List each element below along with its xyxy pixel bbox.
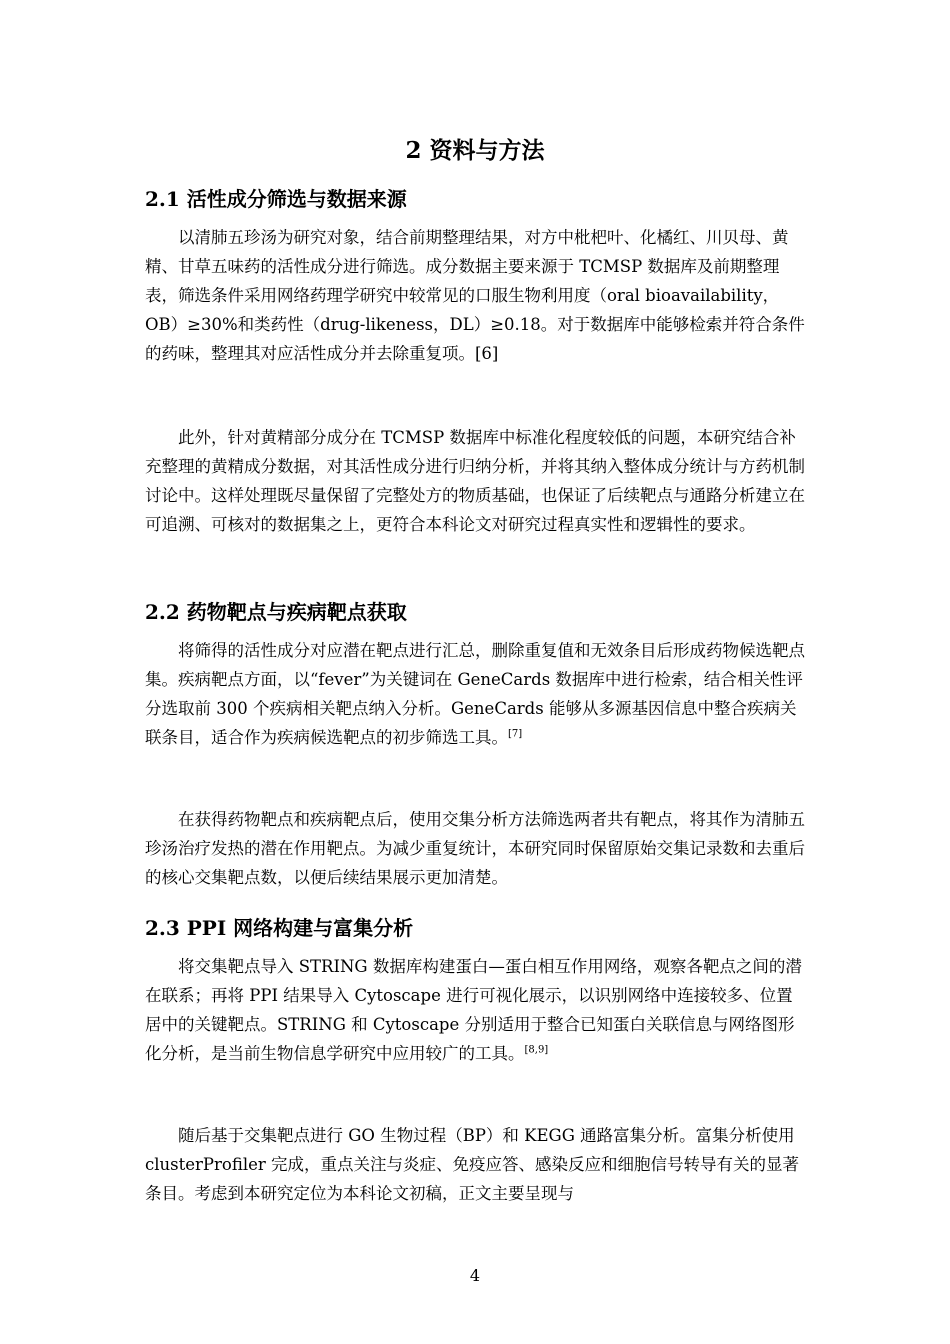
paragraph-text: 随后基于交集靶点进行 GO 生物过程（BP）和 KEGG 通路富集分析。富集分析使用 clusterProfiler 完成，重点关注与炎症、免疫应答、感染反应和细胞信号转导有关的显著条目。考虑到本研究定位为本科论文初稿，正文主要呈现与 — [145, 1126, 799, 1203]
citation: [7] — [508, 728, 523, 740]
page-number: 4 — [469, 1266, 481, 1285]
paragraph — [145, 423, 805, 539]
paragraph — [145, 223, 805, 368]
section-title-2-1: 2.1 活性成分筛选与数据来源 — [145, 187, 407, 211]
paragraph-text: 将筛得的活性成分对应潜在靶点进行汇总，删除重复值和无效条目后形成药物候选靶点集。疾病靶点方面，以“fever”为关键词在 GeneCards 数据库中进行检索，结合相关性评分选取前 300 个疾病相关靶点纳入分析。GeneCards 能够从多源基因信息中整合疾病关联条目，适合作为疾病候选靶点的初步筛选工具。 — [145, 641, 805, 747]
section-title-2-3: 2.3 PPI 网络构建与富集分析 — [145, 916, 414, 940]
paragraph-text: 此外，针对黄精部分成分在 TCMSP 数据库中标准化程度较低的问题，本研究结合补充整理的黄精成分数据，对其活性成分进行归纳分析，并将其纳入整体成分统计与方药机制讨论中。这样处理既尽量保留了完整处方的物质基础，也保证了后续靶点与通路分析建立在可追溯、可核对的数据集之上，更符合本科论文对研究过程真实性和逻辑性的要求。 — [145, 428, 805, 534]
section-title-2-2: 2.2 药物靶点与疾病靶点获取 — [145, 600, 407, 624]
citation: [8,9] — [524, 1044, 549, 1056]
paragraph-text: 将交集靶点导入 STRING 数据库构建蛋白—蛋白相互作用网络，观察各靶点之间的潜在联系；再将 PPI 结果导入 Cytoscape 进行可视化展示，以识别网络中连接较多、位置居中的关键靶点。STRING 和 Cytoscape 分别适用于整合已知蛋白关联信息与网络图形化分析，是当前生物信息学研究中应用较广的工具。 — [145, 957, 802, 1063]
paragraph-text: 在获得药物靶点和疾病靶点后，使用交集分析方法筛选两者共有靶点，将其作为清肺五珍汤治疗发热的潜在作用靶点。为减少重复统计，本研究同时保留原始交集记录数和去重后的核心交集靶点数，以便后续结果展示更加清楚。 — [145, 810, 805, 887]
paragraph — [145, 636, 805, 752]
paragraph — [145, 1121, 805, 1208]
paragraph — [145, 805, 805, 892]
chapter-title: 2 资料与方法 — [405, 137, 545, 164]
paragraph-text: 以清肺五珍汤为研究对象，结合前期整理结果，对方中枇杷叶、化橘红、川贝母、黄精、甘草五味药的活性成分进行筛选。成分数据主要来源于 TCMSP 数据库及前期整理表，筛选条件采用网络药理学研究中较常见的口服生物利用度（oral bioavailability，OB）≥30%和类药性（drug-likeness，DL）≥0.18。对于数据库中能够检索并符合条件的药味，整理其对应活性成分并去除重复项。[6] — [145, 228, 805, 363]
paragraph — [145, 952, 805, 1068]
